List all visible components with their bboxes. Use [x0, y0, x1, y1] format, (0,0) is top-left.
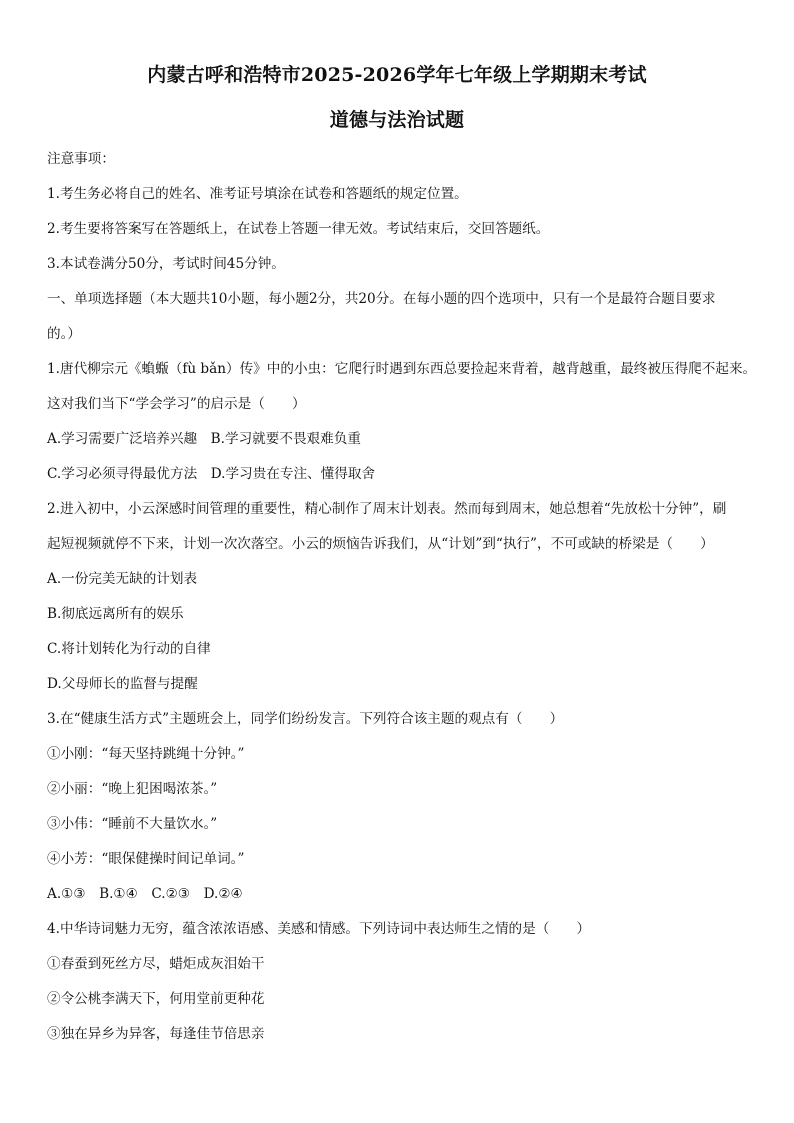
question-3-statement-3: ③小伟：“睡前不大量饮水。”	[47, 816, 218, 832]
question-4-poem-1: ①春蚕到死丝方尽，蜡炬成灰泪始干	[47, 956, 265, 972]
question-3-statement-4: ④小芳：“眼保健操时间记单词。”	[47, 851, 245, 867]
question-2-stem-cont: 起短视频就停不下来，计划一次次落空。小云的烦恼告诉我们，从“计划”到“执行”，不可或缺的桥梁是（ ）	[47, 536, 714, 552]
question-2-option-c: C.将计划转化为行动的自律	[47, 641, 211, 657]
question-3-statement-2: ②小丽：“晚上犯困喝浓茶。”	[47, 781, 218, 797]
notice-heading: 注意事项：	[47, 151, 115, 167]
exam-subtitle: 道德与法治试题	[329, 109, 465, 131]
question-2-option-a: A.一份完美无缺的计划表	[47, 571, 198, 587]
question-2-option-b: B.彻底远离所有的娱乐	[47, 606, 184, 622]
notice-item-3: 3.本试卷满分50分，考试时间45分钟。	[47, 256, 285, 272]
question-1-options-ab: A.学习需要广泛培养兴趣 B.学习就要不畏艰难负重	[47, 431, 361, 447]
question-3-statement-1: ①小刚：“每天坚持跳绳十分钟。”	[47, 746, 245, 762]
question-2-option-d: D.父母师长的监督与提醒	[47, 676, 198, 692]
question-3-stem: 3.在“健康生活方式”主题班会上，同学们纷纷发言。下列符合该主题的观点有（ ）	[47, 711, 564, 727]
section-heading-cont: 的。）	[47, 326, 81, 342]
question-2-stem: 2.进入初中，小云深感时间管理的重要性，精心制作了周末计划表。然而每到周末，她总想着“先放松十分钟”，刷	[47, 501, 727, 517]
question-4-poem-3: ③独在异乡为异客，每逢佳节倍思亲	[47, 1026, 265, 1042]
question-1-options-cd: C.学习必须寻得最优方法 D.学习贵在专注、懂得取舍	[47, 466, 376, 482]
question-1-stem: 1.唐代柳宗元《蝜蝂（fù bǎn）传》中的小虫：它爬行时遇到东西总要捡起来背着，越背越重，最终被压得爬不起来。	[47, 361, 757, 377]
question-4-stem: 4.中华诗词魅力无穷，蕴含浓浓语感、美感和情感。下列诗词中表达师生之情的是（ ）	[47, 921, 591, 937]
notice-item-2: 2.考生要将答案写在答题纸上，在试卷上答题一律无效。考试结束后，交回答题纸。	[47, 221, 550, 237]
question-1-stem-cont: 这对我们当下“学会学习”的启示是（ ）	[47, 396, 306, 412]
exam-title: 内蒙古呼和浩特市2025-2026学年七年级上学期期末考试	[147, 64, 647, 86]
question-4-poem-2: ②令公桃李满天下，何用堂前更种花	[47, 991, 265, 1007]
section-heading: 一、单项选择题（本大题共10小题，每小题2分，共20分。在每小题的四个选项中，只有一个是最符合题目要求	[47, 291, 716, 307]
notice-item-1: 1.考生务必将自己的姓名、准考证号填涂在试卷和答题纸的规定位置。	[47, 186, 468, 202]
question-3-options: A.①③ B.①④ C.②③ D.②④	[47, 886, 243, 902]
